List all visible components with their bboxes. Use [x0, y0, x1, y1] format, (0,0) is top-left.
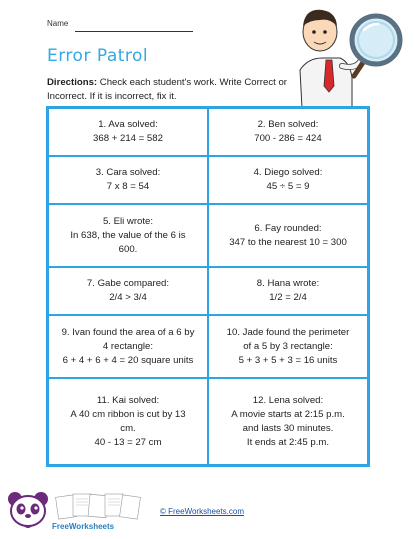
problem-cell: 11. Kai solved: A 40 cm ribbon is cut by 13 cm. 40 - 13 = 27 cm — [48, 378, 208, 465]
problem-cell: 12. Lena solved: A movie starts at 2:15 p.m. and lasts 30 minutes. It ends at 2:45 p.m. — [208, 378, 368, 465]
problem-cell: 1. Ava solved: 368 + 214 = 582 — [48, 108, 208, 156]
problem-grid — [46, 106, 370, 467]
directions-label: Directions: — [47, 77, 98, 88]
problem-cell: 4. Diego solved: 45 ÷ 5 = 9 — [208, 156, 368, 204]
problem-cell: 2. Ben solved: 700 - 286 = 424 — [208, 108, 368, 156]
worksheet-thumbnails — [55, 492, 145, 520]
footer-link[interactable]: © FreeWorksheets.com — [160, 507, 244, 516]
name-line — [75, 31, 193, 32]
problem-cell: 9. Ivan found the area of a 6 by 4 rectangle: 6 + 4 + 6 + 4 = 20 square units — [48, 315, 208, 378]
site-logo-text: FreeWorksheets — [52, 522, 115, 531]
detective-magnifier-illustration — [280, 0, 405, 108]
name-label: Name — [47, 19, 69, 28]
problem-cell: 5. Eli wrote: In 638, the value of the 6 is 600. — [48, 204, 208, 267]
problem-cell: 7. Gabe compared: 2/4 > 3/4 — [48, 267, 208, 315]
problem-cell: 6. Fay rounded: 347 to the nearest 10 = 300 — [208, 204, 368, 267]
directions-text: Check each student's work. Write Correct or Incorrect. If it is incorrect, fix it. — [47, 77, 287, 102]
worksheet-title: Error Patrol — [47, 46, 149, 66]
problem-cell: 8. Hana wrote: 1/2 = 2/4 — [208, 267, 368, 315]
problem-cell: 10. Jade found the perimeter of a 5 by 3 rectangle: 5 + 3 + 5 + 3 = 16 units — [208, 315, 368, 378]
directions — [47, 76, 287, 104]
problem-cell: 3. Cara solved: 7 x 8 = 54 — [48, 156, 208, 204]
panda-logo-icon — [5, 487, 53, 535]
